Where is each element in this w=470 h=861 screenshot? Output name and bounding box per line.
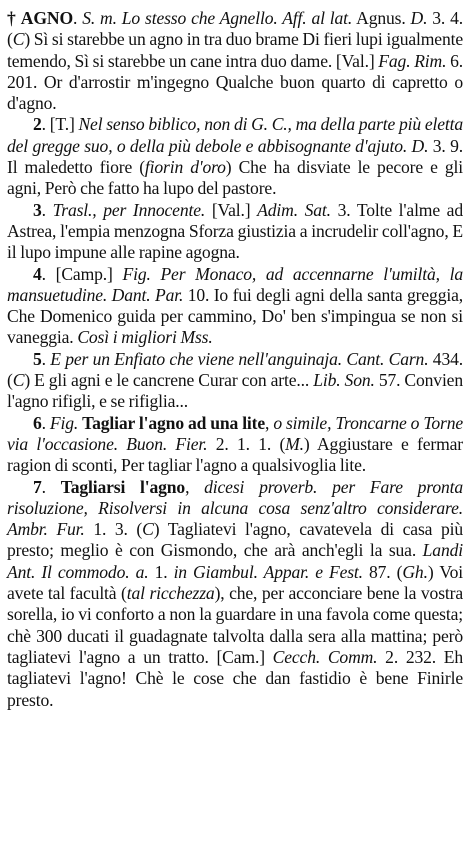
italic-text: dicesi proverb. per Fare pronta risoluzione, Risolversi in alcuna cosa senz'altro considerare. Ambr. Fur. — [7, 476, 464, 540]
sense-paragraph — [7, 200, 463, 264]
italic-text: M. — [285, 433, 304, 454]
italic-text: o simile, Troncarne o Torne via l'occasione. Buon. Fier. — [7, 412, 464, 454]
text: ) Aggiustare e fermar ragion di sconti, Per tagliar l'agno a qualsivoglia lite. — [7, 433, 463, 476]
italic-text: Fag. Rim. — [378, 50, 447, 71]
sense-paragraph — [7, 413, 463, 477]
italic-text: Lib. Son. — [313, 370, 375, 391]
italic-text: in Giambul. Appar. e Fest. — [173, 561, 363, 582]
sense-paragraph — [7, 264, 463, 349]
text: 1. — [148, 561, 174, 582]
sense-paragraph — [7, 114, 463, 199]
text: ) Voi avete tal facultà ( — [7, 561, 463, 604]
text: ), che, per acconciare bene la vostra sorella, io vi conforto a non la guardare in una favola come questa; chè 300 ducati il guadagnate talvolta dalla sera alla mattina; però tagliatevi l'agno a un tratto. [Cam.] — [7, 583, 463, 667]
text: 3. Tolte l'alme ad Astrea, l'empia menzogna Sforza giustizia a incrudelir coll'agno, E il lupo impune alle rapine agogna. — [7, 199, 463, 263]
italic-text: D. — [410, 8, 428, 28]
italic-text: Così i migliori Mss. — [77, 327, 213, 348]
bold-text: 6 — [33, 412, 42, 433]
italic-text: Adim. Sat. — [257, 199, 331, 220]
italic-text: C — [142, 519, 154, 540]
text: , — [265, 412, 274, 433]
italic-text: Fig. — [49, 412, 79, 433]
bold-text: Tagliar l'agno ad una lite — [82, 412, 266, 433]
entry-headword-paragraph — [7, 8, 463, 114]
text: 2. 232. Eh tagliatevi l'agno! Chè le cose che dan fastidio è bene Finirle presto. — [7, 646, 463, 710]
bold-text: 5 — [33, 348, 42, 369]
sense-paragraph — [7, 349, 463, 413]
text: 434. ( — [7, 348, 463, 391]
bold-text: † AGNO — [7, 8, 73, 28]
text: . [Camp.] — [41, 263, 123, 284]
text: 1. 3. ( — [84, 519, 143, 540]
italic-text: C — [12, 29, 25, 50]
bold-text: 2 — [33, 114, 42, 135]
text: ) E gli agni e le cancrene Curar con arte... — [24, 370, 314, 391]
italic-text: E per un Enfiato che viene nell'anguinaja. Cant. Carn. — [50, 348, 429, 369]
sense-paragraph — [7, 477, 463, 711]
italic-text: Cecch. Comm. — [272, 646, 378, 667]
italic-text: Fig. Per Monaco, ad accennarne l'umiltà, la mansuetudine. Dant. Par. — [7, 263, 463, 305]
text: ) Sì si starebbe un agno in tra duo brame Di fieri lupi igualmente temendo, Sì si starebbe un cane intra duo dame. [Val.] — [7, 29, 463, 71]
italic-text: Trasl., per Innocente. — [52, 199, 206, 220]
text: . — [41, 412, 50, 433]
dictionary-entry-agno — [7, 8, 463, 711]
text: 3. 9. Il maledetto fiore ( — [7, 135, 463, 178]
italic-text: tal ricchezza — [126, 583, 215, 604]
italic-text: Nel senso biblico, non di G. C., ma della parte più eletta del gregge suo, o della più debole e abbisognante d'ajuto. D. — [7, 114, 463, 156]
text: 87. ( — [362, 561, 403, 582]
text: , — [185, 476, 205, 497]
text: . — [41, 476, 61, 497]
italic-text: Gh. — [402, 561, 428, 582]
text: [Val.] — [205, 199, 258, 220]
text: ) Tagliatevi l'agno, cavatevela di casa più presto; meglio è con Gismondo, che arà anch'egli la sua. — [7, 519, 463, 561]
text: . — [73, 8, 83, 28]
text: . — [41, 348, 51, 369]
italic-text: Landi Ant. Il commodo. a. — [7, 540, 463, 582]
text: 2. 1. 1. ( — [207, 433, 286, 454]
text: . [T.] — [41, 114, 79, 135]
italic-text: fiorin d'oro — [144, 157, 226, 178]
italic-text: C — [12, 370, 25, 391]
bold-text: 4 — [33, 263, 42, 284]
bold-text: 3 — [33, 199, 42, 220]
text: ) Che ha disviate le pecore e gli agni, Però che fatto ha lupo del pastore. — [7, 157, 463, 199]
text: 10. Io fui degli agni della santa greggia, Che Domenico guida per cammino, Do' ben s'impingua se non si vaneggia. — [7, 284, 463, 348]
text: Agnus. — [352, 8, 411, 28]
bold-text: 7 — [33, 476, 42, 497]
text: 6. 201. Or d'arrostir m'ingegno Qualche buon quarto di capretto o d'agno. — [7, 50, 463, 114]
bold-text: Tagliarsi l'agno — [60, 476, 186, 497]
text: . — [41, 199, 53, 220]
text: 57. Convien l'agno rifigli, e se rifiglia... — [7, 370, 463, 412]
italic-text: S. m. Lo stesso che Agnello. Aff. al lat. — [82, 8, 353, 28]
text: 3. 4. ( — [7, 8, 464, 50]
